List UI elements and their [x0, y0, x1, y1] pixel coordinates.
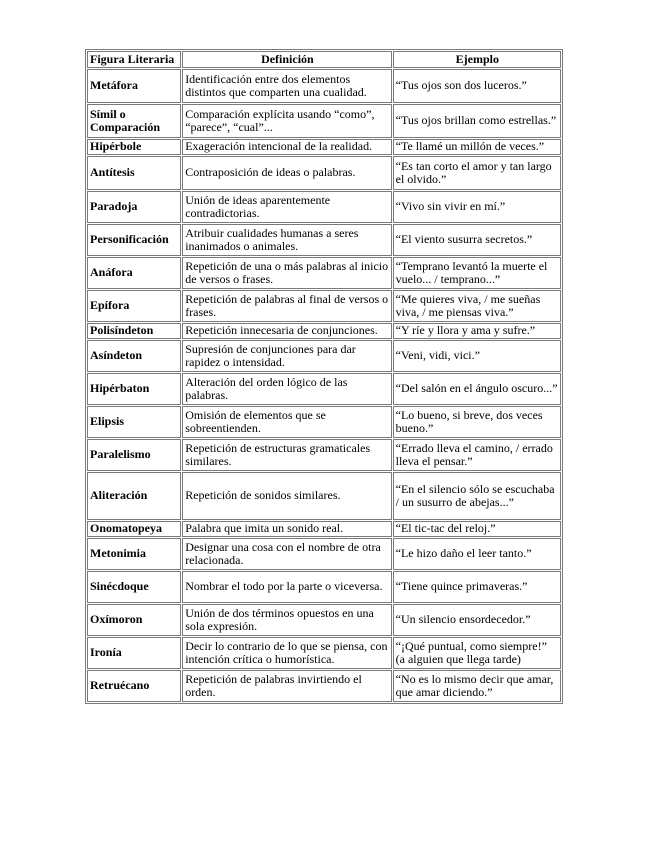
table-row: [87, 670, 561, 702]
term-cell: Anáfora: [87, 257, 181, 289]
definition-cell: Palabra que imita un sonido real.: [182, 521, 391, 537]
definition-cell: Nombrar el todo por la parte o viceversa.: [182, 571, 391, 603]
term-cell: Aliteración: [87, 472, 181, 520]
table-row: [87, 104, 561, 138]
term-cell: Metonimia: [87, 538, 181, 570]
example-cell: “En el silencio sólo se escuchaba / un susurro de abejas...”: [393, 472, 561, 520]
table-row: [87, 139, 561, 155]
table-row: [87, 257, 561, 289]
example-cell: “Vivo sin vivir en mí.”: [393, 191, 561, 223]
term-cell: Onomatopeya: [87, 521, 181, 537]
literary-figures-table: [85, 49, 563, 704]
table-row: [87, 406, 561, 438]
table-row: [87, 472, 561, 520]
definition-cell: Repetición de palabras al final de versos o frases.: [182, 290, 391, 322]
example-cell: “¡Qué puntual, como siempre!” (a alguien que llega tarde): [393, 637, 561, 669]
definition-cell: Repetición de una o más palabras al inicio de versos o frases.: [182, 257, 391, 289]
definition-cell: Repetición innecesaria de conjunciones.: [182, 323, 391, 339]
example-cell: “Tus ojos son dos luceros.”: [393, 69, 561, 103]
page-sheet: [85, 49, 563, 704]
table-row: [87, 224, 561, 256]
definition-cell: Exageración intencional de la realidad.: [182, 139, 391, 155]
definition-cell: Repetición de palabras invirtiendo el orden.: [182, 670, 391, 702]
term-cell: Epífora: [87, 290, 181, 322]
definition-cell: Repetición de sonidos similares.: [182, 472, 391, 520]
term-cell: Paradoja: [87, 191, 181, 223]
table-row: [87, 637, 561, 669]
example-cell: “El viento susurra secretos.”: [393, 224, 561, 256]
table-row: [87, 323, 561, 339]
example-cell: “No es lo mismo decir que amar, que amar diciendo.”: [393, 670, 561, 702]
term-cell: Hipérbole: [87, 139, 181, 155]
header-definition: Definición: [182, 51, 391, 68]
term-cell: Elipsis: [87, 406, 181, 438]
definition-cell: Unión de ideas aparentemente contradictorias.: [182, 191, 391, 223]
definition-cell: Omisión de elementos que se sobreentienden.: [182, 406, 391, 438]
definition-cell: Unión de dos términos opuestos en una sola expresión.: [182, 604, 391, 636]
definition-cell: Comparación explícita usando “como”, “parece”, “cual”...: [182, 104, 391, 138]
table-row: [87, 604, 561, 636]
example-cell: “Temprano levantó la muerte el vuelo... / temprano...”: [393, 257, 561, 289]
definition-cell: Repetición de estructuras gramaticales similares.: [182, 439, 391, 471]
example-cell: “Lo bueno, si breve, dos veces bueno.”: [393, 406, 561, 438]
example-cell: “Es tan corto el amor y tan largo el olvido.”: [393, 156, 561, 190]
table-row: [87, 69, 561, 103]
term-cell: Personificación: [87, 224, 181, 256]
definition-cell: Identificación entre dos elementos distintos que comparten una cualidad.: [182, 69, 391, 103]
term-cell: Símil o Comparación: [87, 104, 181, 138]
example-cell: “El tic-tac del reloj.”: [393, 521, 561, 537]
example-cell: “Me quieres viva, / me sueñas viva, / me piensas viva.”: [393, 290, 561, 322]
table-row: [87, 191, 561, 223]
table-header-row: [87, 51, 561, 68]
table-row: [87, 290, 561, 322]
term-cell: Ironía: [87, 637, 181, 669]
term-cell: Retruécano: [87, 670, 181, 702]
example-cell: “Y ríe y llora y ama y sufre.”: [393, 323, 561, 339]
term-cell: Sinécdoque: [87, 571, 181, 603]
table-row: [87, 373, 561, 405]
definition-cell: Designar una cosa con el nombre de otra relacionada.: [182, 538, 391, 570]
definition-cell: Decir lo contrario de lo que se piensa, con intención crítica o humorística.: [182, 637, 391, 669]
table-row: [87, 571, 561, 603]
example-cell: “Tus ojos brillan como estrellas.”: [393, 104, 561, 138]
term-cell: Polisíndeton: [87, 323, 181, 339]
term-cell: Antítesis: [87, 156, 181, 190]
definition-cell: Contraposición de ideas o palabras.: [182, 156, 391, 190]
term-cell: Asíndeton: [87, 340, 181, 372]
term-cell: Paralelismo: [87, 439, 181, 471]
term-cell: Metáfora: [87, 69, 181, 103]
header-example: Ejemplo: [393, 51, 561, 68]
example-cell: “Le hizo daño el leer tanto.”: [393, 538, 561, 570]
term-cell: Hipérbaton: [87, 373, 181, 405]
definition-cell: Alteración del orden lógico de las palabras.: [182, 373, 391, 405]
table-row: [87, 156, 561, 190]
table-row: [87, 521, 561, 537]
example-cell: “Te llamé un millón de veces.”: [393, 139, 561, 155]
example-cell: “Veni, vidi, vici.”: [393, 340, 561, 372]
term-cell: Oxímoron: [87, 604, 181, 636]
definition-cell: Atribuir cualidades humanas a seres inanimados o animales.: [182, 224, 391, 256]
example-cell: “Un silencio ensordecedor.”: [393, 604, 561, 636]
definition-cell: Supresión de conjunciones para dar rapidez o intensidad.: [182, 340, 391, 372]
table-row: [87, 538, 561, 570]
table-row: [87, 340, 561, 372]
example-cell: “Tiene quince primaveras.”: [393, 571, 561, 603]
example-cell: “Errado lleva el camino, / errado lleva el pensar.”: [393, 439, 561, 471]
header-term: Figura Literaria: [87, 51, 181, 68]
table-row: [87, 439, 561, 471]
example-cell: “Del salón en el ángulo oscuro...”: [393, 373, 561, 405]
